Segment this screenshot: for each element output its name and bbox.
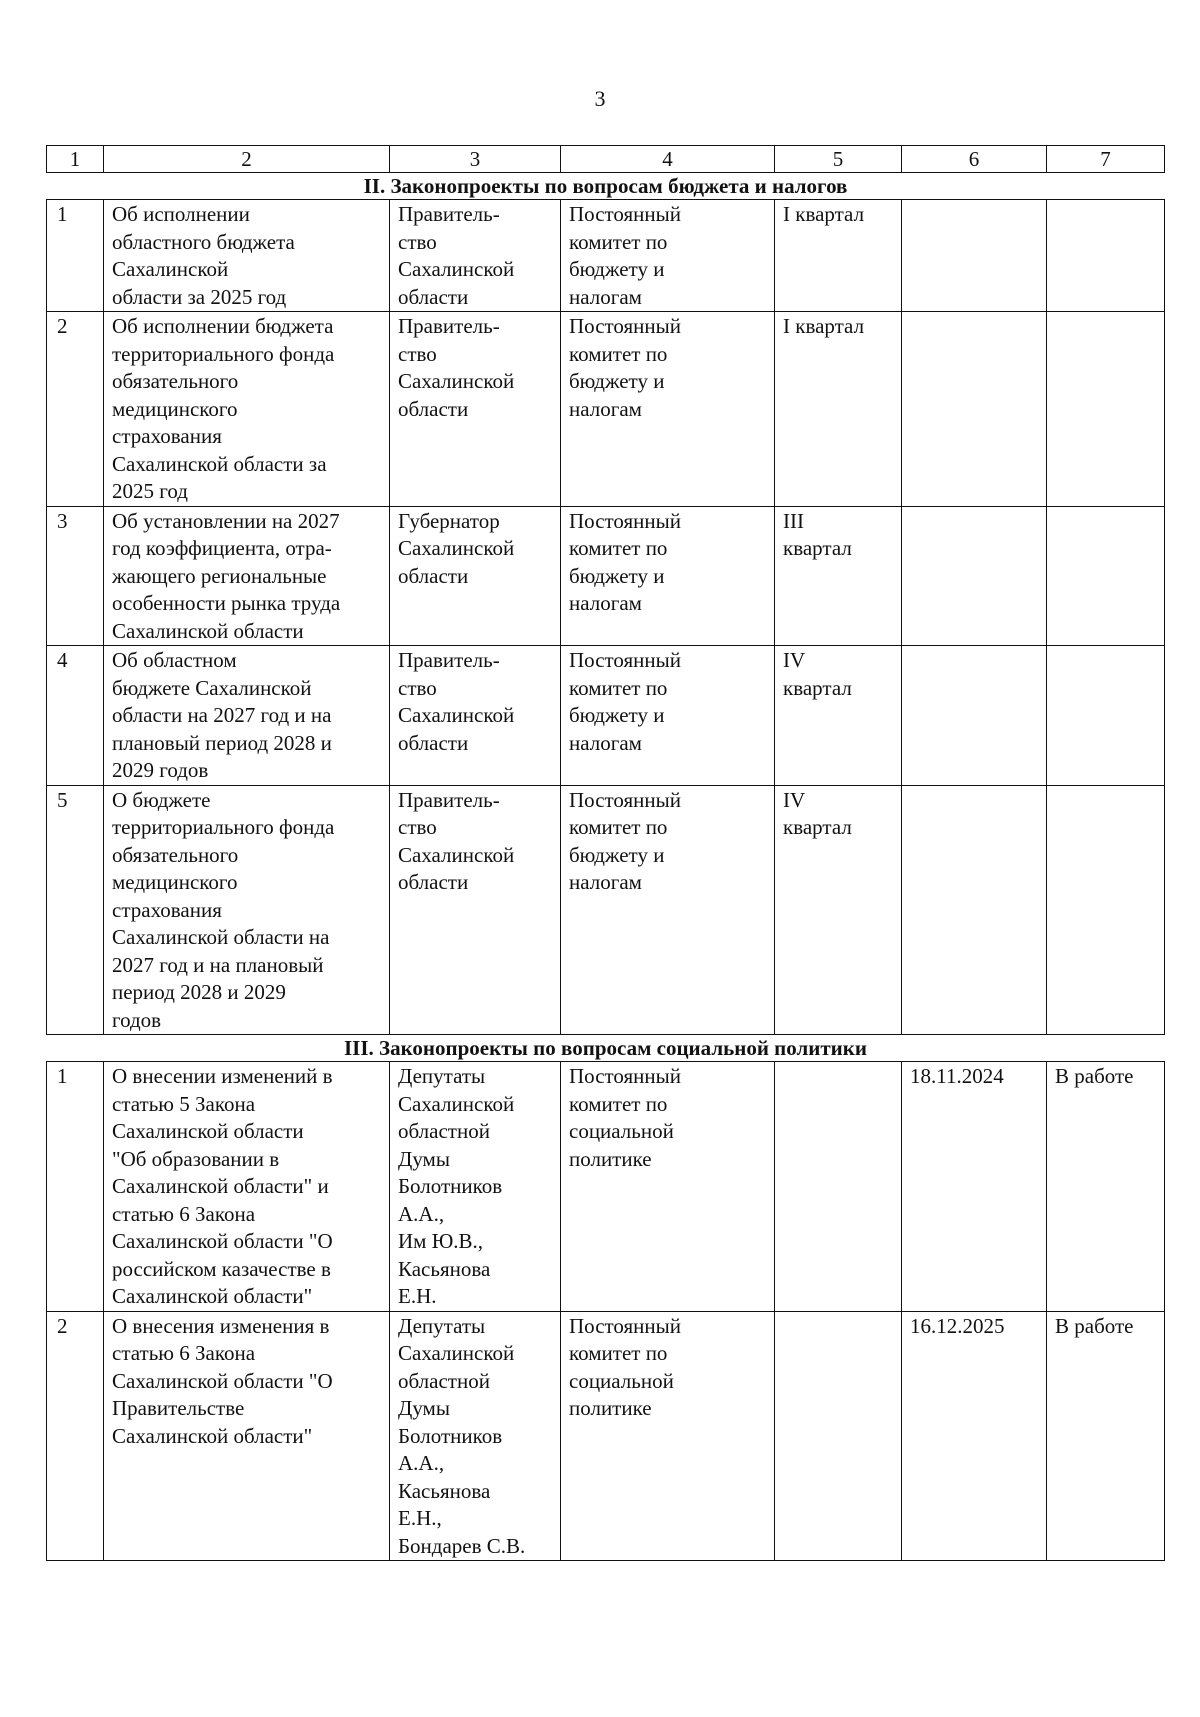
bill-title-line: "Об образовании в — [112, 1146, 280, 1171]
responsible-committee-line: комитет по — [569, 815, 668, 839]
bill-title-line: Об установлении на 2027 — [112, 508, 340, 533]
table-row — [47, 506, 1165, 646]
bill-title — [104, 646, 390, 786]
column-number: 7 — [1047, 146, 1165, 173]
bill-status — [1047, 1311, 1165, 1561]
bill-title-line: годов — [112, 1007, 162, 1032]
bill-status — [1047, 1062, 1165, 1312]
bill-author-line: Сахалинской — [398, 257, 515, 281]
bill-author-line: Е.Н., — [398, 1506, 442, 1530]
bill-author-line: ство — [398, 815, 437, 839]
column-number: 6 — [902, 146, 1047, 173]
bill-author-line: Касьянова — [398, 1478, 491, 1503]
bill-title-line: Об областном — [112, 648, 237, 672]
bill-status — [1047, 312, 1165, 507]
responsible-committee-line: Постоянный — [569, 508, 681, 533]
bill-author — [390, 646, 561, 786]
bill-title-line: статью 6 Закона — [112, 1201, 256, 1226]
bill-status — [1047, 785, 1165, 1035]
bill-title — [104, 200, 390, 312]
bill-title-line: территориального фонда — [112, 341, 335, 366]
responsible-committee-line: налогам — [569, 870, 642, 894]
bill-title-line: области на 2027 год и на — [112, 703, 332, 727]
bill-title-line: страхования — [112, 897, 222, 922]
bill-title-line: обязательного — [112, 842, 239, 867]
bill-author-line: Болотников — [398, 1423, 503, 1448]
page-number: 3 — [594, 86, 606, 111]
bill-author-line: Правитель- — [398, 648, 500, 672]
bill-title-line: Сахалинской области "О — [112, 1229, 333, 1253]
bill-author-line: Сахалинской — [398, 1341, 515, 1365]
consideration-term-line: квартал — [783, 675, 852, 700]
bill-title-line: статью 5 Закона — [112, 1091, 256, 1116]
responsible-committee-line: бюджету и — [569, 842, 665, 867]
bill-author-line: области — [398, 284, 469, 309]
bill-status — [1047, 200, 1165, 312]
bill-author — [390, 785, 561, 1035]
responsible-committee-line: комитет по — [569, 1341, 668, 1365]
submission-date — [902, 1311, 1047, 1561]
row-number: 1 — [47, 1062, 104, 1312]
consideration-term — [775, 646, 902, 786]
bill-title — [104, 1311, 390, 1561]
consideration-term-line: квартал — [783, 536, 852, 560]
bill-author-line: Губернатор — [398, 508, 500, 533]
bill-title-line: О внесении изменений в — [112, 1064, 333, 1088]
bill-author-line: области — [398, 870, 469, 894]
responsible-committee-line: комитет по — [569, 341, 668, 366]
responsible-committee — [561, 506, 775, 646]
bill-author-line: области — [398, 396, 469, 421]
section-heading-row — [47, 173, 1165, 200]
bill-author-line: Сахалинской — [398, 1091, 515, 1116]
consideration-term — [775, 312, 902, 507]
bill-title-line: О внесения изменения в — [112, 1313, 330, 1338]
legislative-plan-table — [46, 145, 1165, 1561]
consideration-term — [775, 1062, 902, 1312]
submission-date-line: 16.12.2025 — [910, 1313, 1005, 1338]
submission-date — [902, 1062, 1047, 1312]
row-number: 2 — [47, 1311, 104, 1561]
bill-title-line: территориального фонда — [112, 815, 335, 839]
consideration-term-line: III — [783, 508, 804, 533]
table-row — [47, 785, 1165, 1035]
bill-title-line: страхования — [112, 424, 222, 448]
responsible-committee — [561, 200, 775, 312]
table-row — [47, 646, 1165, 786]
bill-title-line: плановый период 2028 и — [112, 730, 332, 755]
submission-date — [902, 312, 1047, 507]
bill-title-line: бюджете Сахалинской — [112, 675, 312, 700]
bill-author — [390, 1311, 561, 1561]
bill-title-line: жающего региональные — [112, 563, 327, 588]
responsible-committee-line: комитет по — [569, 536, 668, 560]
submission-date — [902, 200, 1047, 312]
bill-title-line: особенности рынка труда — [112, 591, 341, 615]
responsible-committee-line: Постоянный — [569, 1313, 681, 1338]
table-row — [47, 1062, 1165, 1312]
bill-author-line: областной — [398, 1368, 490, 1393]
bill-author-line: Сахалинской — [398, 703, 515, 727]
bill-title-line: год коэффициента, отра- — [112, 536, 332, 560]
responsible-committee-line: налогам — [569, 396, 642, 421]
bill-title-line: медицинского — [112, 870, 238, 894]
responsible-committee-line: налогам — [569, 591, 642, 615]
consideration-term-line: I квартал — [783, 202, 865, 226]
table-row — [47, 200, 1165, 312]
bill-author-line: Бондарев С.В. — [398, 1533, 526, 1558]
consideration-term-line: IV — [783, 787, 806, 812]
column-number: 3 — [390, 146, 561, 173]
bill-title — [104, 785, 390, 1035]
responsible-committee-line: бюджету и — [569, 257, 665, 281]
responsible-committee-line: бюджету и — [569, 369, 665, 393]
consideration-term-line: IV — [783, 648, 806, 672]
responsible-committee-line: социальной — [569, 1119, 674, 1143]
column-number: 1 — [47, 146, 104, 173]
column-number: 4 — [561, 146, 775, 173]
bill-title-line: Сахалинской области" и — [112, 1174, 329, 1198]
row-number: 5 — [47, 785, 104, 1035]
bill-title-line: 2025 год — [112, 479, 188, 503]
bill-title — [104, 506, 390, 646]
bill-author-line: Правитель- — [398, 314, 500, 338]
responsible-committee — [561, 785, 775, 1035]
bill-author — [390, 506, 561, 646]
bill-author-line: Сахалинской — [398, 369, 515, 393]
bill-title-line: Сахалинской области на — [112, 925, 330, 949]
responsible-committee-line: Постоянный — [569, 314, 681, 338]
bill-title-line: Сахалинской области — [112, 618, 304, 643]
bill-author-line: Думы — [398, 1146, 450, 1171]
bill-author-line: Касьянова — [398, 1256, 491, 1281]
consideration-term — [775, 1311, 902, 1561]
bill-title-line: российском казачестве в — [112, 1256, 331, 1281]
row-number: 4 — [47, 646, 104, 786]
bill-author-line: А.А., — [398, 1451, 445, 1475]
responsible-committee-line: бюджету и — [569, 703, 665, 727]
bill-title-line: Сахалинской — [112, 257, 229, 281]
bill-author-line: Депутаты — [398, 1313, 486, 1338]
bill-author-line: ство — [398, 229, 437, 254]
bill-title-line: Об исполнении бюджета — [112, 314, 334, 338]
bill-author-line: А.А., — [398, 1201, 445, 1226]
bill-author-line: Депутаты — [398, 1064, 486, 1088]
bill-author-line: Болотников — [398, 1174, 503, 1198]
consideration-term — [775, 200, 902, 312]
responsible-committee-line: социальной — [569, 1368, 674, 1393]
row-number: 2 — [47, 312, 104, 507]
bill-title-line: Сахалинской области "О — [112, 1368, 333, 1393]
bill-title-line: Сахалинской области" — [112, 1423, 313, 1448]
section-heading-row — [47, 1035, 1165, 1062]
bill-title — [104, 312, 390, 507]
bill-title-line: Об исполнении — [112, 202, 250, 226]
bill-title-line: областного бюджета — [112, 229, 295, 254]
consideration-term — [775, 506, 902, 646]
responsible-committee-line: бюджету и — [569, 563, 665, 588]
bill-title-line: Сахалинской области" — [112, 1284, 313, 1308]
bill-title-line: Сахалинской области за — [112, 451, 327, 476]
row-number: 1 — [47, 200, 104, 312]
bill-author-line: ство — [398, 341, 437, 366]
bill-author-line: ство — [398, 675, 437, 700]
table-row — [47, 312, 1165, 507]
bill-title-line: медицинского — [112, 396, 238, 421]
bill-title-line: период 2028 и 2029 — [112, 980, 286, 1004]
section-title: II. Законопроекты по вопросам бюджета и налогов — [47, 173, 1165, 200]
bill-author-line: Думы — [398, 1396, 450, 1420]
responsible-committee-line: Постоянный — [569, 787, 681, 812]
responsible-committee-line: Постоянный — [569, 202, 681, 226]
bill-author-line: Правитель- — [398, 787, 500, 812]
bill-title-line: Сахалинской области — [112, 1119, 304, 1143]
consideration-term-line: I квартал — [783, 314, 865, 338]
responsible-committee — [561, 312, 775, 507]
bill-author-line: области — [398, 563, 469, 588]
column-number: 5 — [775, 146, 902, 173]
responsible-committee-line: Постоянный — [569, 648, 681, 672]
bill-author-line: Им Ю.В., — [398, 1229, 484, 1253]
section-title: III. Законопроекты по вопросам социальной политики — [47, 1035, 1165, 1062]
bill-title-line: обязательного — [112, 369, 239, 393]
column-numbers-row — [47, 146, 1165, 173]
responsible-committee — [561, 1311, 775, 1561]
bill-author-line: Сахалинской — [398, 536, 515, 560]
bill-author-line: Сахалинской — [398, 842, 515, 867]
submission-date-line: 18.11.2024 — [910, 1064, 1004, 1088]
responsible-committee — [561, 1062, 775, 1312]
bill-status-line: В работе — [1055, 1064, 1134, 1088]
bill-title-line: О бюджете — [112, 787, 211, 812]
responsible-committee-line: комитет по — [569, 229, 668, 254]
consideration-term — [775, 785, 902, 1035]
bill-author-line: области — [398, 730, 469, 755]
table-row — [47, 1311, 1165, 1561]
consideration-term-line: квартал — [783, 815, 852, 839]
responsible-committee-line: налогам — [569, 730, 642, 755]
bill-author-line: областной — [398, 1119, 490, 1143]
responsible-committee-line: налогам — [569, 284, 642, 309]
bill-author — [390, 1062, 561, 1312]
bill-status — [1047, 506, 1165, 646]
responsible-committee-line: комитет по — [569, 1091, 668, 1116]
bill-title-line: Правительстве — [112, 1396, 245, 1420]
responsible-committee-line: политике — [569, 1396, 652, 1420]
column-number: 2 — [104, 146, 390, 173]
bill-author — [390, 312, 561, 507]
bill-title-line: 2029 годов — [112, 758, 209, 782]
submission-date — [902, 785, 1047, 1035]
bill-author — [390, 200, 561, 312]
bill-title — [104, 1062, 390, 1312]
bill-status — [1047, 646, 1165, 786]
submission-date — [902, 646, 1047, 786]
bill-title-line: области за 2025 год — [112, 284, 287, 309]
responsible-committee — [561, 646, 775, 786]
bill-author-line: Правитель- — [398, 202, 500, 226]
bill-title-line: статью 6 Закона — [112, 1341, 256, 1365]
bill-title-line: 2027 год и на плановый — [112, 952, 324, 977]
bill-status-line: В работе — [1055, 1313, 1134, 1338]
row-number: 3 — [47, 506, 104, 646]
submission-date — [902, 506, 1047, 646]
responsible-committee-line: политике — [569, 1146, 652, 1171]
responsible-committee-line: комитет по — [569, 675, 668, 700]
bill-author-line: Е.Н. — [398, 1284, 437, 1308]
responsible-committee-line: Постоянный — [569, 1064, 681, 1088]
